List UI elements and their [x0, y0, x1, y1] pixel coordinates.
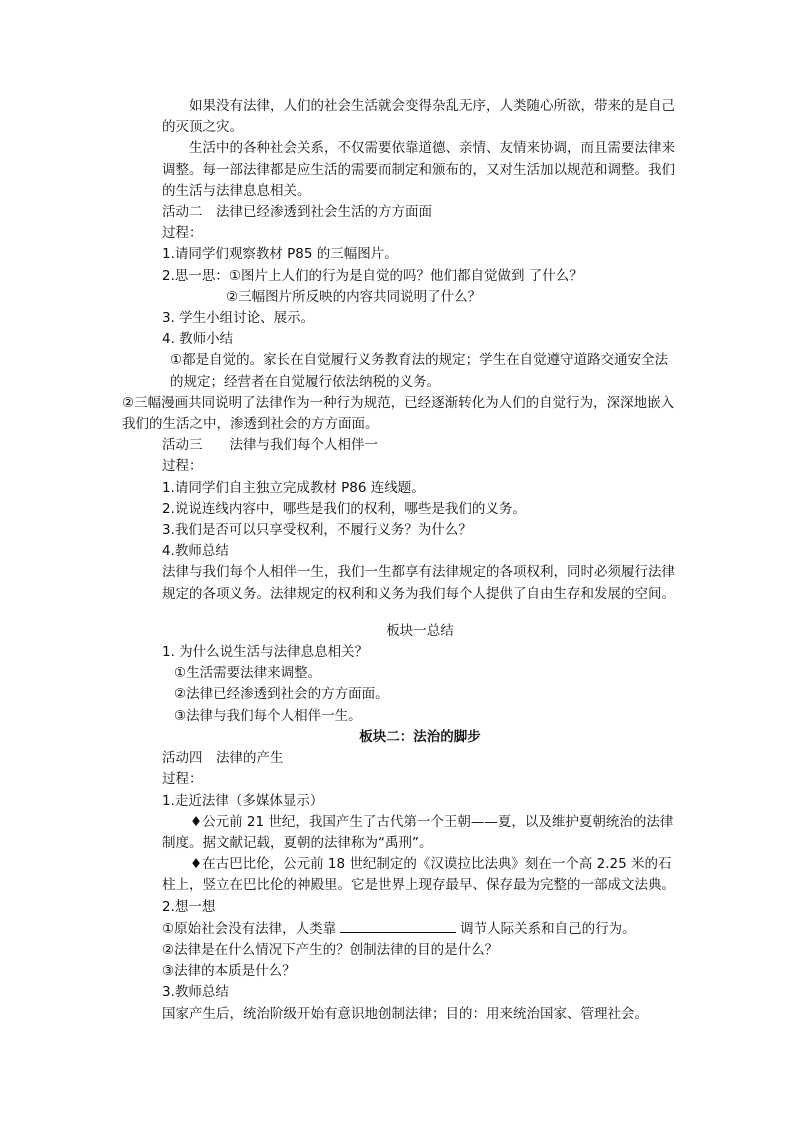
activity2-answer2: ②三幅漫画共同说明了法律作为一种行为规范，已经逐渐转化为人们的自觉行为，深深地嵌入我们的生活之中，渗透到社会的方方面面。: [122, 394, 675, 433]
activity3-title: 活动三 法律与我们每个人相伴一: [162, 437, 378, 454]
activity4-step2: 2.想一想: [162, 898, 216, 915]
activity4-step1: 1.走近法律（多媒体显示）: [162, 792, 324, 809]
activity3-step1: 1.请同学们自主独立完成教材 P86 连线题。: [162, 479, 425, 496]
activity2-answer1: ①都是自觉的。家长在自觉履行义务教育法的规定；学生在自觉遵守道路交通安全法的规定；经营者在自觉履行依法纳税的义务。: [170, 352, 669, 390]
activity2-step3: 3. 学生小组讨论、展示。: [162, 310, 315, 327]
question1-after-blank: 调节人际关系和自己的行为。: [460, 920, 636, 937]
activity2-step1: 1.请同学们观察教材 P85 的三幅图片。: [162, 246, 398, 263]
activity3-step2: 2.说说连线内容中，哪些是我们的权利，哪些是我们的义务。: [162, 500, 526, 517]
activity4-question3: ③法律的本质是什么？: [162, 963, 296, 980]
activity3-summary: 法律与我们每个人相伴一生，我们一生都享有法律规定的各项权利，同时必须履行法律规定的各项义务。法律规定的权利和义务为我们每个人提供了自由生存和发展的空间。: [162, 564, 675, 602]
block1-item2: ②法律已经渗透到社会的方方面面。: [174, 686, 389, 703]
block2-title: 板块二：法治的脚步: [359, 728, 481, 745]
block1-item3: ③法律与我们每个人相伴一生。: [174, 707, 362, 724]
activity3-step3: 3.我们是否可以只享受权利，不履行义务？为什么？: [162, 522, 472, 539]
activity2-process: 过程：: [162, 225, 203, 242]
activity4-hammurabi: ♦在古巴比伦，公元前 18 世纪制定的《汉谟拉比法典》刻在一个高 2.25 米的石柱上，竖立在巴比伦的神殿里。它是世界上现存最早、保存最为完整的一部成文法典。: [162, 856, 675, 894]
activity2-step2b: ②三幅图片所反映的内容共同说明了什么？: [226, 288, 482, 305]
activity3-step4: 4.教师总结: [162, 543, 229, 560]
paragraph-no-law: 如果没有法律，人们的社会生活就会变得杂乱无序，人类随心所欲，带来的是自己的灭顶之灾。: [162, 98, 675, 136]
block1-item1: ①生活需要法律来调整。: [174, 665, 322, 682]
activity4-question2: ②法律是在什么情况下产生的？创制法律的目的是什么？: [162, 941, 499, 958]
activity2-step2: 2.思一思：①图片上人们的行为是自觉的吗？他们都自觉做到 了什么？: [162, 267, 583, 284]
activity4-step3: 3.教师总结: [162, 984, 229, 1001]
activity2-title: 活动二 法律已经渗透到社会生活的方方面面: [162, 204, 432, 221]
section-gap: [162, 605, 678, 621]
question1-before-blank: ①原始社会没有法律，人类靠: [162, 920, 337, 937]
activity4-question1: [162, 918, 678, 940]
activity3-process: 过程：: [162, 458, 203, 475]
fill-in-blank[interactable]: [340, 918, 456, 933]
activity4-xia-dynasty: ♦公元前 21 世纪，我国产生了古代第一个王朝——夏，以及维护夏朝统治的法律制度。据文献记载，夏朝的法律称为“禹刑”。: [162, 813, 674, 851]
paragraph-social-relations: 生活中的各种社会关系，不仅需要依靠道德、亲情、友情来协调，而且需要法律来调整。每一部法律都是应生活的需要而制定和颁布的，又对生活加以规范和调整。我们的生活与法律息息相关。: [162, 140, 675, 199]
activity2-step4: 4. 教师小结: [162, 331, 234, 348]
activity4-summary: 国家产生后，统治阶级开始有意识地创制法律；目的：用来统治国家、管理社会。: [162, 1005, 648, 1022]
block1-title: 板块一总结: [386, 622, 454, 639]
block1-question: 1. 为什么说生活与法律息息相关？: [162, 644, 369, 661]
activity4-title: 活动四 法律的产生: [162, 750, 284, 767]
document-body: [122, 96, 678, 1025]
activity4-process: 过程：: [162, 771, 203, 788]
